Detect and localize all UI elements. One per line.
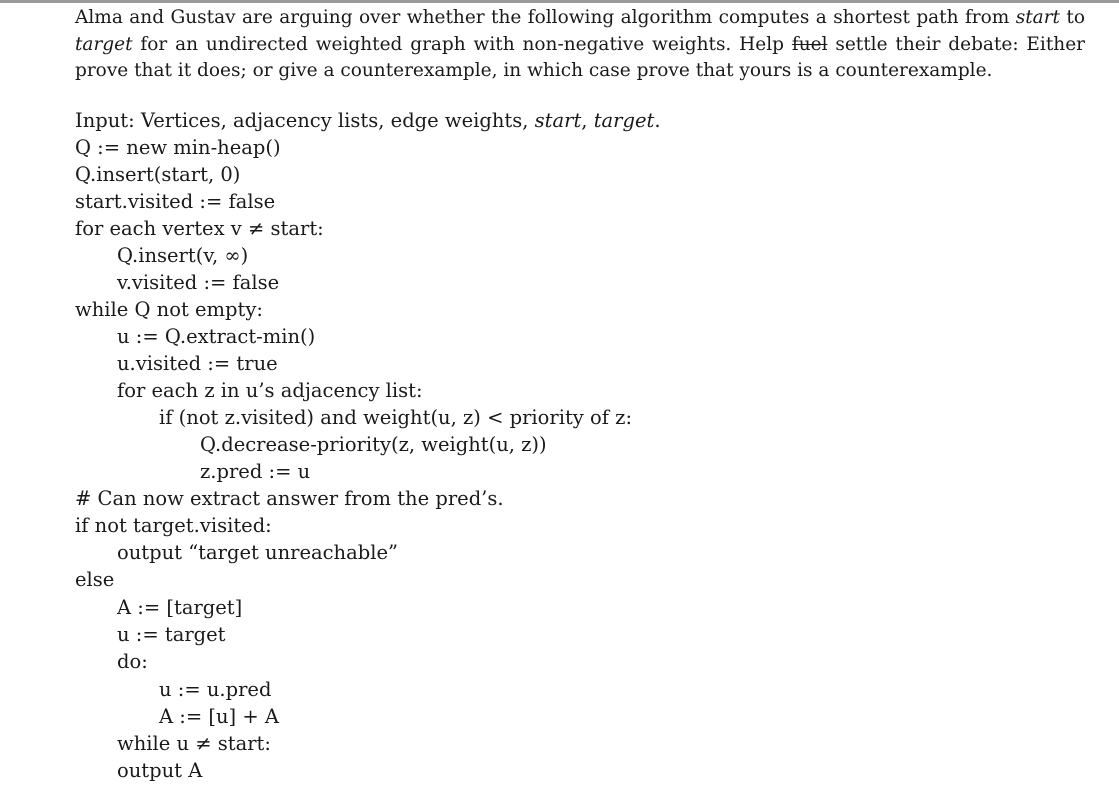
code-line-for-each-z: for each z in u’s adjacency list: (117, 379, 423, 402)
target-term: target (75, 33, 133, 55)
code-line-insert-start: Q.insert(start, 0) (75, 163, 241, 186)
code-line-comment: # Can now extract answer from the pred’s. (75, 487, 504, 510)
input-comma: , (581, 109, 594, 132)
code-line-else: else (75, 568, 115, 591)
start-term: start (1015, 7, 1060, 28)
code-line-output-unreachable: output “target unreachable” (117, 541, 398, 564)
input-target: target (593, 109, 655, 132)
problem-text-3: for an undirected weighted graph with non-negative weights. Help (132, 33, 792, 55)
problem-text-1: Alma and Gustav are arguing over whether the following algorithm computes a shortest path from (75, 7, 1016, 28)
code-line-u-target: u := target (117, 623, 226, 646)
code-line-new-heap: Q := new min-heap() (75, 136, 281, 159)
code-line-u-visited: u.visited := true (117, 352, 278, 375)
code-line-while-u: while u ≠ start: (117, 732, 271, 755)
code-line-a-init: A := [target] (117, 596, 243, 619)
code-line-do: do: (117, 650, 148, 673)
code-line-for-each-vertex: for each vertex v ≠ start: (75, 217, 324, 240)
code-line-insert-v: Q.insert(v, ∞) (117, 244, 249, 267)
problem-text-2: to (1060, 7, 1085, 28)
code-line-a-prepend: A := [u] + A (159, 705, 279, 728)
code-line-z-pred: z.pred := u (200, 460, 311, 483)
code-line-if-not-visited: if (not z.visited) and weight(u, z) < priority of z: (159, 406, 633, 429)
code-line-u-pred: u := u.pred (159, 678, 272, 701)
code-line-if-not-target: if not target.visited: (75, 514, 272, 537)
code-line-input (75, 107, 661, 134)
code-line-v-visited: v.visited := false (117, 271, 280, 294)
problem-statement (75, 5, 1085, 85)
problem-text-4: settle their debate: Either prove that it does; or give a counterexample, in which case prove that yours is a counterexample. (75, 33, 1085, 81)
code-line-output-a: output A (117, 759, 203, 782)
code-line-while-q: while Q not empty: (75, 298, 263, 321)
code-line-start-visited: start.visited := false (75, 190, 276, 213)
struck-word: fuel (791, 33, 828, 55)
code-line-extract-min: u := Q.extract-min() (117, 325, 316, 348)
input-period: . (654, 109, 661, 132)
top-rule (0, 0, 1119, 3)
input-text: Input: Vertices, adjacency lists, edge weights, (75, 109, 535, 132)
code-line-decrease-priority: Q.decrease-priority(z, weight(u, z)) (200, 433, 547, 456)
input-start: start (534, 109, 582, 132)
